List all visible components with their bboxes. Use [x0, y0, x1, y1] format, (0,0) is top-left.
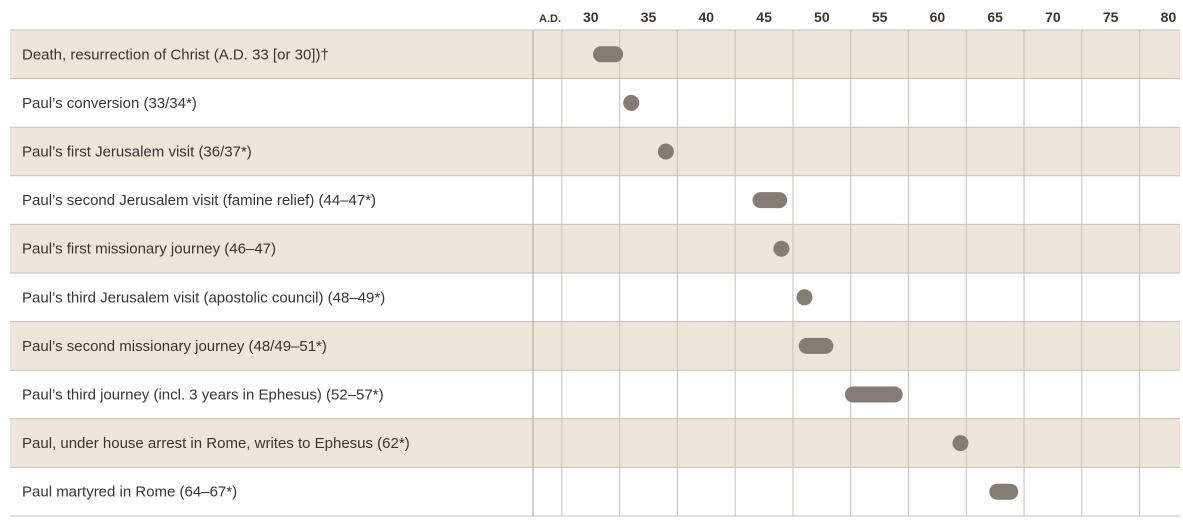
timeline-bar: [797, 289, 813, 305]
x-tick-label: 55: [871, 9, 888, 25]
row-label: Paul’s third Jerusalem visit (apostolic council) (48–49*): [22, 289, 386, 307]
row-label: Paul, under house arrest in Rome, writes to Ephesus (62*): [22, 435, 410, 453]
x-tick-label: 30: [582, 9, 599, 25]
timeline-bar: [773, 241, 789, 257]
row-label: Death, resurrection of Christ (A.D. 33 [or 30])†: [22, 46, 329, 64]
x-tick-label: 35: [640, 9, 657, 25]
x-tick-label: 45: [756, 9, 772, 25]
x-tick-label: 65: [987, 9, 1003, 25]
timeline-bar: [989, 484, 1018, 500]
timeline-bar: [799, 338, 834, 354]
timeline-bar: [593, 46, 623, 62]
row-label: Paul’s first missionary journey (46–47): [22, 240, 276, 258]
row-label: Paul’s conversion (33/34*): [22, 94, 197, 112]
axis-prefix-label: A.D.: [539, 13, 561, 25]
row-label: Paul’s second missionary journey (48/49–51*): [22, 337, 327, 355]
timeline-bar: [623, 95, 639, 111]
x-tick-label: 50: [814, 9, 830, 25]
timeline-bar: [952, 435, 968, 451]
x-tick-label: 40: [698, 9, 715, 25]
timeline-bar: [753, 192, 788, 208]
row-label: Paul’s first Jerusalem visit (36/37*): [22, 143, 252, 161]
timeline-bar: [845, 387, 903, 403]
x-tick-label: 60: [929, 9, 946, 25]
x-tick-label: 75: [1102, 9, 1119, 25]
row-label: Paul’s second Jerusalem visit (famine relief) (44–47*): [22, 192, 377, 210]
timeline-bar: [658, 144, 674, 160]
x-axis: [539, 9, 1176, 25]
row-label: Paul martyred in Rome (64–67*): [22, 483, 238, 501]
x-tick-label: 80: [1160, 9, 1177, 25]
x-tick-label: 70: [1045, 9, 1061, 25]
row-label: Paul’s third journey (incl. 3 years in Ephesus) (52–57*): [22, 386, 384, 404]
